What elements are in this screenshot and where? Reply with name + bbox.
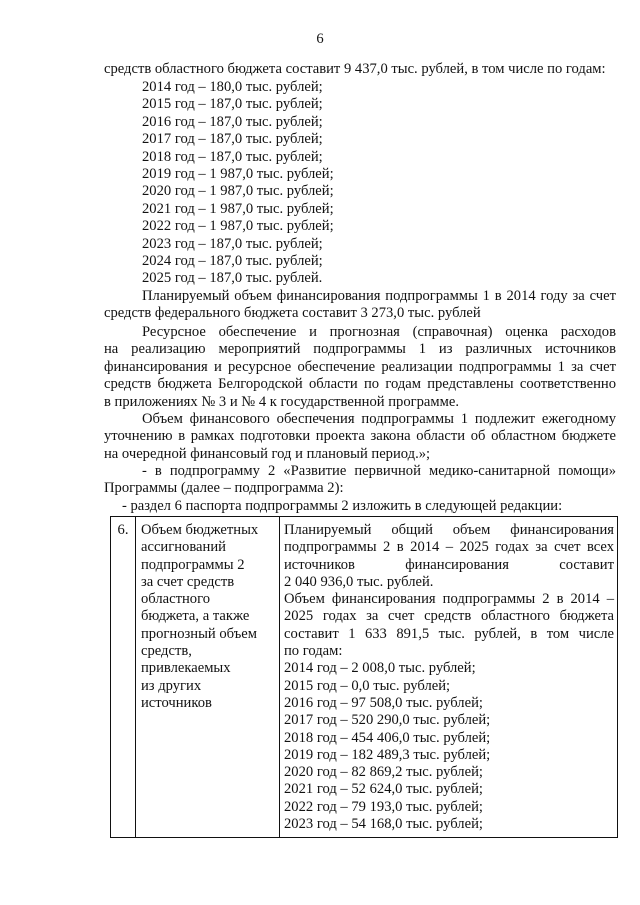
- name-line: из других: [141, 677, 202, 694]
- year-line: 2015 год – 187,0 тыс. рублей;: [142, 96, 323, 113]
- name-line: подпрограммы 2: [141, 556, 245, 573]
- year-line: 2024 год – 187,0 тыс. рублей;: [142, 253, 323, 269]
- year-line: 2025 год – 187,0 тыс. рублей.: [142, 270, 323, 287]
- paragraph-line: Ресурсное обеспечение и прогнозная (справочная) оценка расходов: [142, 324, 616, 340]
- name-line: за счет средств: [141, 573, 235, 590]
- year-line: 2022 год – 1 987,0 тыс. рублей;: [142, 218, 334, 235]
- description-line: источников финансирования составит: [284, 556, 614, 573]
- year-line: 2023 год – 54 168,0 тыс. рублей;: [284, 816, 483, 833]
- year-line: 2020 год – 82 869,2 тыс. рублей;: [284, 764, 483, 781]
- paragraph-line: - в подпрограмму 2 «Развитие первичной медико-санитарной помощи»: [142, 463, 616, 479]
- year-line: 2018 год – 187,0 тыс. рублей;: [142, 148, 323, 165]
- paragraph-line: средств бюджета Белгородской области по годам представлены соответственно: [104, 376, 616, 393]
- year-line: 2017 год – 520 290,0 тыс. рублей;: [284, 712, 491, 729]
- paragraph-line: на реализацию мероприятий подпрограммы 1 из различных источников: [104, 341, 616, 358]
- description-line: составит 1 633 891,5 тыс. рублей, в том числе: [284, 625, 614, 642]
- name-line: ассигнований: [141, 539, 226, 556]
- year-line: 2017 год – 187,0 тыс. рублей;: [142, 131, 323, 148]
- description-line: 2025 годах за счет средств областного бюджета: [284, 608, 614, 625]
- name-line: средств,: [141, 643, 192, 660]
- description-line: Планируемый общий объем финансирования: [284, 522, 614, 538]
- year-line: 2020 год – 1 987,0 тыс. рублей;: [142, 183, 334, 200]
- paragraph-line: на очередной финансовый год и плановый период.»;: [104, 445, 431, 462]
- row-number-cell: 6.: [111, 517, 136, 838]
- row-description-cell: [280, 517, 618, 838]
- paragraph-line: финансирования и ресурсное обеспечение реализации подпрограммы 1 за счет: [104, 358, 616, 375]
- description-line: подпрограммы 2 в 2014 – 2025 годах за счет всех: [284, 539, 614, 556]
- year-line: 2014 год – 2 008,0 тыс. рублей;: [284, 660, 476, 677]
- name-line: привлекаемых: [141, 660, 231, 677]
- by-years-label: по годам:: [284, 643, 343, 660]
- year-line: 2021 год – 52 624,0 тыс. рублей;: [284, 781, 483, 798]
- year-line: 2014 год – 180,0 тыс. рублей;: [142, 79, 323, 95]
- year-line: 2015 год – 0,0 тыс. рублей;: [284, 677, 451, 694]
- name-line: бюджета, а также: [141, 608, 250, 625]
- name-line: областного: [141, 591, 210, 608]
- paragraph-line: Объем финансового обеспечения подпрограммы 1 подлежит ежегодному: [142, 411, 616, 427]
- year-line: 2016 год – 97 508,0 тыс. рублей;: [284, 694, 483, 711]
- year-line: 2018 год – 454 406,0 тыс. рублей;: [284, 729, 491, 746]
- total-amount: 2 040 936,0 тыс. рублей.: [284, 573, 434, 590]
- table-row: [111, 517, 618, 838]
- year-line: 2021 год – 1 987,0 тыс. рублей;: [142, 200, 334, 217]
- row-name-cell: [136, 517, 280, 838]
- year-line: 2019 год – 1 987,0 тыс. рублей;: [142, 166, 334, 182]
- section-6-line: - раздел 6 паспорта подпрограммы 2 изложить в следующей редакции:: [122, 498, 563, 514]
- name-line: источников: [141, 694, 212, 711]
- paragraph-line: средств федерального бюджета составит 3 273,0 тыс. рублей: [104, 305, 481, 322]
- year-line: 2016 год – 187,0 тыс. рублей;: [142, 113, 323, 130]
- page-number: 6: [316, 31, 324, 47]
- name-line: прогнозный объем: [141, 625, 257, 642]
- intro-line: средств областного бюджета составит 9 437,0 тыс. рублей, в том числе по годам:: [104, 61, 606, 77]
- paragraph-line: Планируемый объем финансирования подпрограммы 1 в 2014 году за счет: [142, 288, 616, 304]
- year-line: 2019 год – 182 489,3 тыс. рублей;: [284, 746, 491, 763]
- description-line: Объем финансирования подпрограммы 2 в 2014 –: [284, 591, 614, 608]
- name-line: Объем бюджетных: [141, 522, 259, 538]
- year-line: 2023 год – 187,0 тыс. рублей;: [142, 235, 323, 252]
- year-line: 2022 год – 79 193,0 тыс. рублей;: [284, 798, 483, 815]
- paragraph-line: Программы (далее – подпрограмма 2):: [104, 480, 344, 497]
- passport-table: [110, 516, 618, 838]
- paragraph-line: уточнению в рамках подготовки проекта закона области об областном бюджете: [104, 428, 616, 445]
- paragraph-line: в приложениях № 3 и № 4 к государственной программе.: [104, 393, 459, 410]
